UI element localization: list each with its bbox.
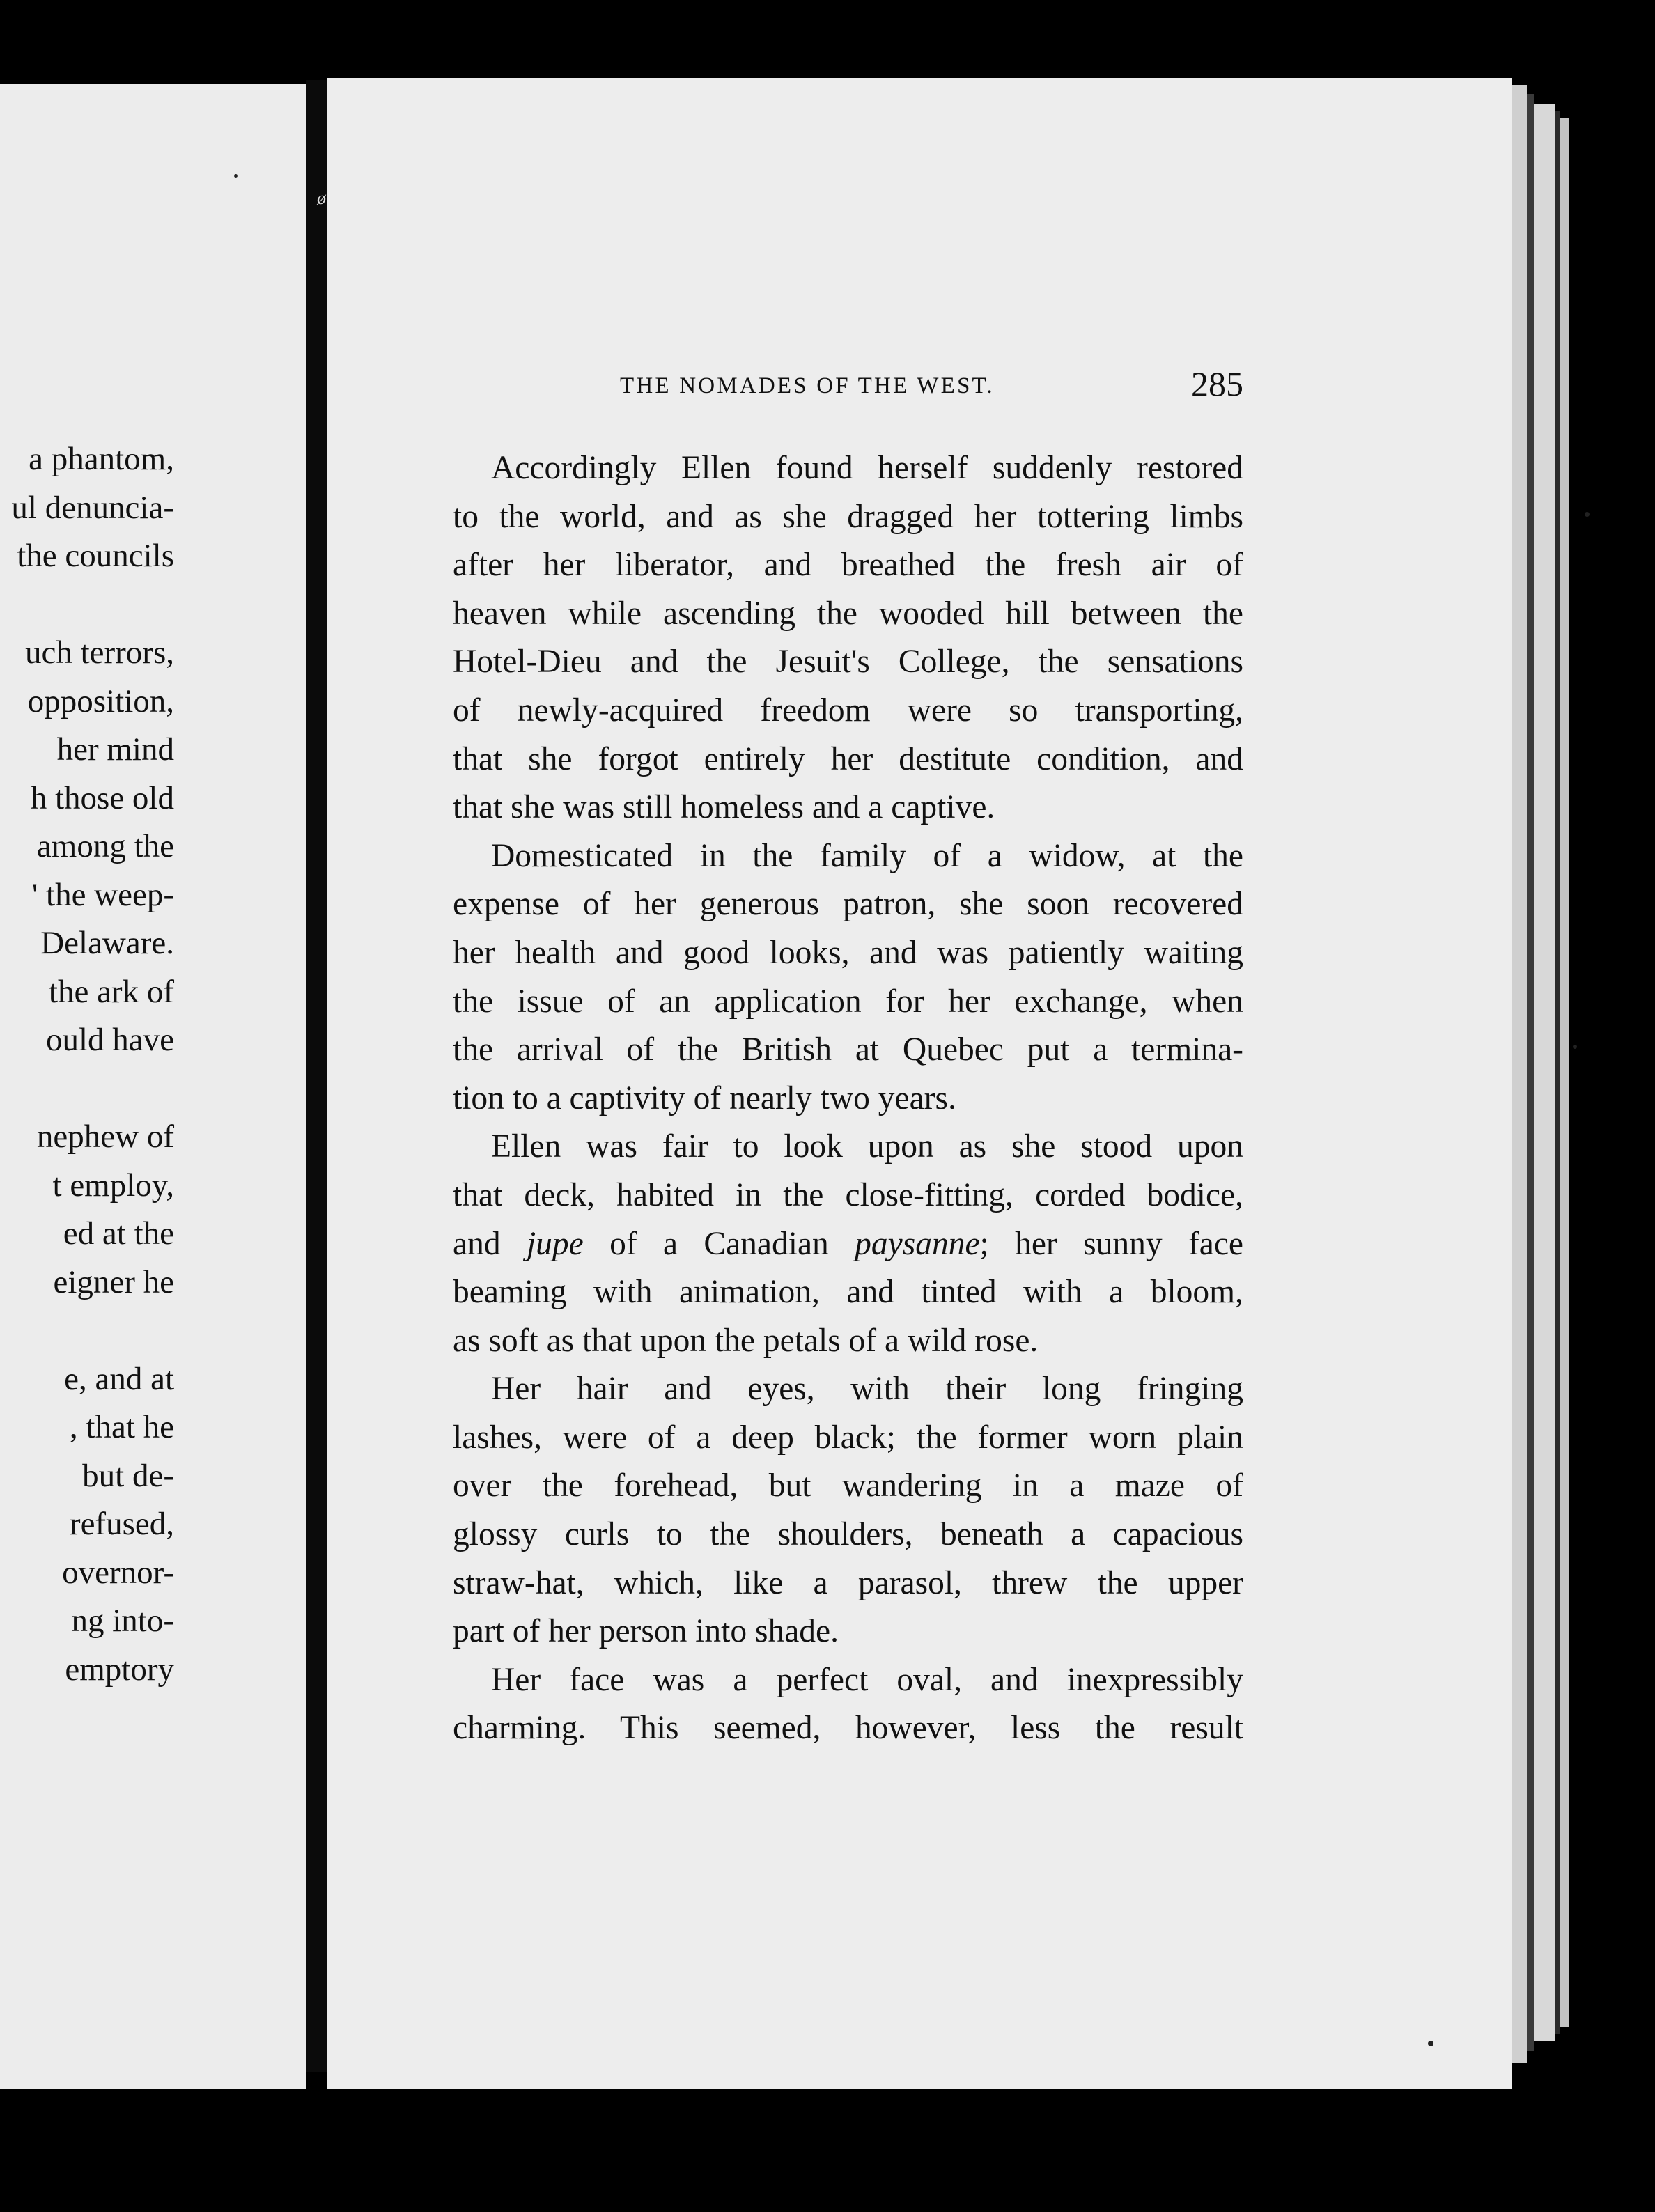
facing-page-line xyxy=(11,581,174,630)
facing-page-text xyxy=(11,435,174,1694)
text-line: Domesticated in the family of a widow, at the xyxy=(491,837,1243,874)
text-line: after her liberator, and breathed the fresh air of xyxy=(453,547,1243,584)
text-line: as soft as that upon the petals of a wild rose. xyxy=(453,1322,1039,1359)
facing-page-line xyxy=(11,1065,174,1114)
text-line: of newly-acquired freedom were so transporting, xyxy=(453,692,1243,729)
text-line: Accordingly Ellen found herself suddenly restored xyxy=(491,450,1243,486)
body-text xyxy=(453,444,1243,1753)
facing-page-line: a phantom, xyxy=(29,441,174,477)
page-edge xyxy=(1512,85,1527,2063)
text-line: her health and good looks, and was patiently waiting xyxy=(453,934,1243,971)
facing-page-line: emptory xyxy=(65,1651,174,1688)
facing-page-line: Delaware. xyxy=(40,925,174,961)
facing-page-line: ould have xyxy=(45,1022,174,1058)
text-line: the issue of an application for her exchange, when xyxy=(453,983,1243,1020)
spine-mark: ø xyxy=(317,188,326,208)
running-title: THE NOMADES OF THE WEST. xyxy=(620,373,995,398)
facing-page-line: ng into- xyxy=(71,1603,174,1639)
scan-speck xyxy=(1573,1045,1577,1049)
facing-page-line: the councils xyxy=(17,538,174,574)
text-run: ; her sunny face xyxy=(979,1225,1243,1262)
facing-page-line: uch terrors, xyxy=(24,634,174,671)
facing-page-line xyxy=(11,1307,174,1355)
facing-page-line: refused, xyxy=(69,1506,174,1542)
facing-page-line: nephew of xyxy=(36,1119,174,1155)
text-line: that she was still homeless and a captive. xyxy=(453,789,995,826)
text-line: expense of her generous patron, she soon recovered xyxy=(453,886,1243,923)
facing-page-line: h those old xyxy=(30,779,174,816)
text-line: charming. This seemed, however, less the result xyxy=(453,1710,1243,1747)
text-line: Her hair and eyes, with their long fringing xyxy=(491,1371,1243,1408)
text-line: that she forgot entirely her destitute condition, and xyxy=(453,740,1243,777)
page-edge xyxy=(1534,104,1555,2041)
facing-page-line: eigner he xyxy=(53,1263,174,1300)
text-line: that deck, habited in the close-fitting, corded bodice, xyxy=(453,1176,1243,1213)
text-line: heaven while ascending the wooded hill between the xyxy=(453,595,1243,632)
page-edge xyxy=(1527,94,1534,2051)
page-edge xyxy=(1555,111,1560,2034)
text-line: beaming with animation, and tinted with a bloom, xyxy=(453,1274,1243,1311)
text-line: Ellen was fair to look upon as she stood upon xyxy=(491,1128,1243,1165)
facing-page-line: among the xyxy=(36,828,174,864)
facing-page-line: ed at the xyxy=(63,1215,174,1252)
text-line: Hotel-Dieu and the Jesuit's College, the sensations xyxy=(453,644,1243,680)
text-line: straw-hat, which, like a parasol, threw the upper xyxy=(453,1564,1243,1601)
text-line: to the world, and as she dragged her tottering limbs xyxy=(453,498,1243,535)
facing-page-line: t employ, xyxy=(52,1167,174,1204)
italic-word: paysanne xyxy=(855,1225,980,1262)
facing-page-line: ul denuncia- xyxy=(11,489,174,526)
running-head xyxy=(453,364,1243,405)
facing-page-line: , that he xyxy=(69,1409,174,1445)
text-run: of a Canadian xyxy=(583,1225,855,1262)
facing-page-line: ' the weep- xyxy=(31,876,174,913)
scan-speck xyxy=(1428,2041,1433,2046)
facing-page-line: e, and at xyxy=(64,1360,174,1397)
text-line: part of her person into shade. xyxy=(453,1613,839,1650)
page-edge xyxy=(1560,118,1569,2027)
text-line xyxy=(453,1220,1243,1269)
scan-speck xyxy=(234,174,238,178)
text-line: glossy curls to the shoulders, beneath a capacious xyxy=(453,1516,1243,1553)
facing-page-line: her mind xyxy=(56,731,174,768)
facing-page-line: overnor- xyxy=(62,1554,174,1591)
italic-word: jupe xyxy=(526,1225,584,1262)
page-number: 285 xyxy=(1191,364,1243,403)
text-run: and xyxy=(453,1225,527,1262)
text-line: tion to a captivity of nearly two years. xyxy=(453,1080,956,1116)
text-line: the arrival of the British at Quebec put a termina- xyxy=(453,1031,1243,1068)
text-line: lashes, were of a deep black; the former worn plain xyxy=(453,1419,1243,1456)
facing-page-left xyxy=(0,84,306,2089)
text-line: Her face was a perfect oval, and inexpressibly xyxy=(491,1661,1243,1698)
text-line: over the forehead, but wandering in a maze of xyxy=(453,1467,1243,1504)
facing-page-line: but de- xyxy=(82,1457,174,1494)
facing-page-line: the ark of xyxy=(48,973,174,1010)
facing-page-line: opposition, xyxy=(27,683,174,719)
scan-speck xyxy=(1585,512,1590,517)
